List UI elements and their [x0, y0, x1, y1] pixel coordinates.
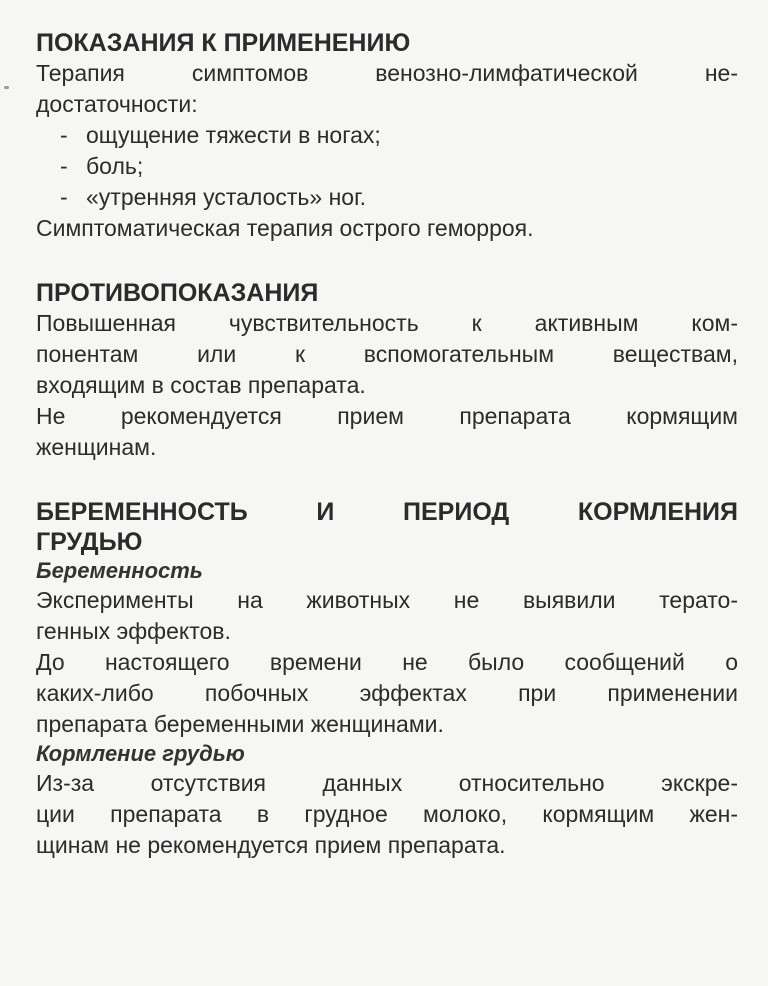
- text-line: генных эффектов.: [36, 618, 231, 644]
- list-dash: -: [60, 122, 68, 148]
- text-line: щинам не рекомендуется прием препарата.: [36, 832, 506, 858]
- pregnancy-heading: [36, 497, 738, 557]
- list-item: [60, 151, 738, 182]
- indications-text: [36, 58, 738, 120]
- pregnancy-section: [36, 497, 738, 861]
- list-item-text: ощущение тяжести в ногах;: [86, 122, 381, 148]
- text-line: Из-за отсутствия данных относительно экскре-: [36, 770, 738, 796]
- list-item-text: боль;: [86, 153, 144, 179]
- text-line: Симптоматическая терапия острого геморроя.: [36, 215, 534, 241]
- contraindications-section: [36, 278, 738, 463]
- heading-line: БЕРЕМЕННОСТЬ И ПЕРИОД КОРМЛЕНИЯ: [36, 498, 738, 526]
- contraindications-text-2: [36, 401, 738, 463]
- text-line: понентам или к вспомогательным веществам,: [36, 341, 738, 367]
- pregnancy-text-2: [36, 647, 738, 740]
- pregnancy-text-1: [36, 585, 738, 647]
- breastfeeding-subheading: Кормление грудью: [36, 741, 245, 766]
- text-line: Повышенная чувствительность к активным ком-: [36, 310, 738, 336]
- list-dash: -: [60, 184, 68, 210]
- list-item-text: «утренняя усталость» ног.: [86, 184, 367, 210]
- contraindications-heading: ПРОТИВОПОКАЗАНИЯ: [36, 279, 319, 307]
- list-dash: -: [60, 153, 68, 179]
- indications-heading: ПОКАЗАНИЯ К ПРИМЕНЕНИЮ: [36, 29, 411, 57]
- text-line: ции препарата в грудное молоко, кормящим жен-: [36, 801, 738, 827]
- text-line: достаточности:: [36, 91, 198, 117]
- text-line: входящим в состав препарата.: [36, 372, 366, 398]
- text-line: Не рекомендуется прием препарата кормящим: [36, 403, 738, 429]
- scan-speck: [4, 86, 9, 89]
- heading-line: ГРУДЬЮ: [36, 528, 143, 556]
- list-item: [60, 182, 738, 213]
- text-line: каких-либо побочных эффектах при применении: [36, 680, 738, 706]
- text-line: препарата беременными женщинами.: [36, 711, 444, 737]
- indications-closing: [36, 213, 738, 244]
- text-line: До настоящего времени не было сообщений о: [36, 649, 738, 675]
- symptom-list: [36, 120, 738, 213]
- text-line: Терапия симптомов венозно-лимфатической не-: [36, 60, 738, 86]
- indications-section: [36, 28, 738, 244]
- pregnancy-subheading: Беременность: [36, 558, 203, 583]
- text-line: Эксперименты на животных не выявили терато-: [36, 587, 738, 613]
- text-line: женщинам.: [36, 434, 157, 460]
- list-item: [60, 120, 738, 151]
- breastfeeding-text: [36, 768, 738, 861]
- contraindications-text-1: [36, 308, 738, 401]
